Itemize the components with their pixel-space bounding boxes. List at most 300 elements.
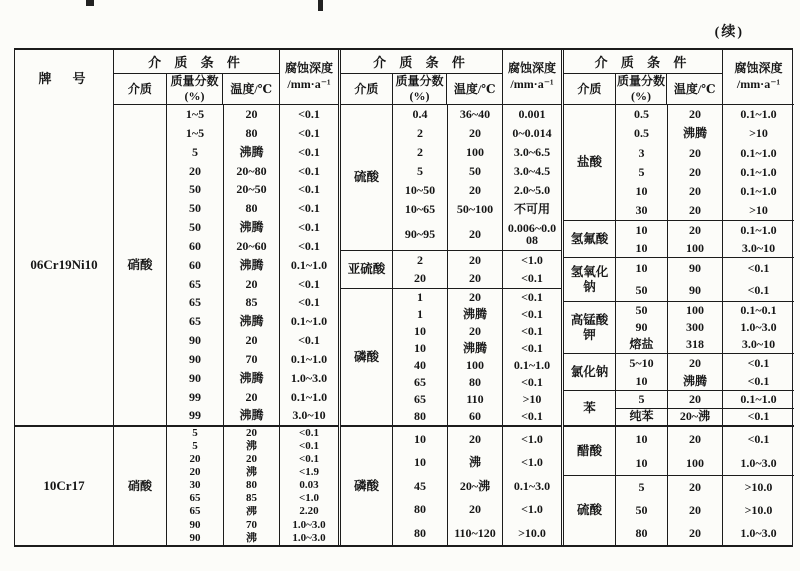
table-row xyxy=(616,143,794,162)
table-row xyxy=(167,466,338,479)
mass-fraction-cell: 纯苯 xyxy=(616,409,668,426)
block-rows xyxy=(616,391,794,425)
temperature-cell: 沸腾 xyxy=(224,312,280,331)
mass-fraction-cell: 30 xyxy=(616,201,668,220)
depth-cell: <0.1 xyxy=(298,333,320,348)
depth-cell: <0.1 xyxy=(298,163,320,178)
temperature-cell: 沸腾 xyxy=(224,369,280,388)
temperature-cell: 20~沸 xyxy=(668,409,723,426)
depth-cell: 2.20 xyxy=(299,505,319,518)
grade-column xyxy=(15,50,114,545)
medium-block xyxy=(341,288,561,425)
table-row xyxy=(616,499,794,522)
depth-cell: <0.1 xyxy=(298,107,320,122)
corrosion-depth-line2: /mm·a⁻¹ xyxy=(736,77,781,91)
temperature-cell: 20 xyxy=(448,323,503,340)
temperature-cell: 20 xyxy=(448,219,503,250)
temperature-cell: 80 xyxy=(448,374,503,391)
mass-fraction-cell: 0.5 xyxy=(616,105,668,124)
depth-cell: 0.001 xyxy=(518,107,546,122)
table-row xyxy=(167,256,338,275)
depth-cell: 不可用 xyxy=(513,201,550,216)
depth-cell: 0.1~0.1 xyxy=(740,303,777,318)
temperature-cell: 110 xyxy=(448,391,503,408)
grade-cell: 10Cr17 xyxy=(15,425,113,545)
depth-cell: <0.1 xyxy=(747,409,770,424)
depth-cell: <0.1 xyxy=(298,220,320,235)
depth-cell: >10.0 xyxy=(744,503,773,518)
temperature-cell: 80 xyxy=(224,199,280,218)
mass-fraction-cell: 90 xyxy=(167,350,224,369)
mass-fraction-cell: 3 xyxy=(616,143,668,162)
depth-cell: <0.1 xyxy=(521,409,543,424)
table-row xyxy=(167,312,338,331)
mass-fraction-cell: 45 xyxy=(393,474,448,498)
block-rows xyxy=(393,105,561,250)
depth-cell: <1.0 xyxy=(298,492,320,505)
temperature-cell: 沸腾 xyxy=(224,256,280,275)
table-row xyxy=(616,182,794,201)
temperature-cell: 沸腾 xyxy=(448,340,503,357)
temperature-cell: 20 xyxy=(448,181,503,200)
subheader-row xyxy=(114,74,279,104)
mass-fraction-cell: 5 xyxy=(167,440,224,453)
mass-fraction-cell: 5 xyxy=(616,476,668,499)
depth-cell: <0.1 xyxy=(298,182,320,197)
block-rows xyxy=(167,427,338,545)
medium-cell: 苯 xyxy=(564,391,616,425)
table-row xyxy=(616,427,794,451)
mass-fraction-cell: 80 xyxy=(393,521,448,545)
mass-fraction-cell: 10~65 xyxy=(393,200,448,219)
mass-fraction-cell: 熔盐 xyxy=(616,336,668,353)
temperature-cell: 90 xyxy=(668,280,723,302)
temperature-cell: 80 xyxy=(224,479,280,492)
table-row xyxy=(616,476,794,499)
depth-cell: <0.1 xyxy=(521,375,543,390)
temperature-cell: 20 xyxy=(668,522,723,545)
mass-fraction-header xyxy=(167,74,224,104)
depth-cell: 3.0~10 xyxy=(741,240,776,255)
depth-cell: 2.0~5.0 xyxy=(513,182,551,197)
medium-block xyxy=(341,105,561,250)
temperature-cell: 20 xyxy=(668,391,723,408)
depth-cell: 0.1~1.0 xyxy=(740,164,777,179)
mass-fraction-cell: 65 xyxy=(167,293,224,312)
mass-fraction-cell: 20 xyxy=(167,453,224,466)
mass-fraction-cell: 40 xyxy=(393,357,448,374)
temperature-cell: 20 xyxy=(668,105,723,124)
mass-fraction-cell: 50 xyxy=(616,499,668,522)
table-row xyxy=(167,218,338,237)
mass-fraction-cell: 50 xyxy=(167,180,224,199)
mass-fraction-cell: 10~50 xyxy=(393,181,448,200)
mass-fraction-cell: 65 xyxy=(167,274,224,293)
table-row xyxy=(616,302,794,319)
temperature-cell: 50~100 xyxy=(448,200,503,219)
corrosion-depth-header xyxy=(503,50,561,104)
mass-fraction-cell: 90 xyxy=(167,519,224,532)
block-rows xyxy=(393,289,561,425)
mass-fraction-cell: 0.5 xyxy=(616,124,668,143)
grade-cell: 06Cr19Ni10 xyxy=(30,257,98,272)
depth-cell: >10.0 xyxy=(518,525,546,540)
table-row xyxy=(393,408,561,425)
table-row xyxy=(393,219,561,250)
temperature-cell: 20 xyxy=(224,453,280,466)
media-section xyxy=(338,50,561,545)
continued-label: (续) xyxy=(714,25,744,40)
temperature-cell: 沸 xyxy=(224,532,280,545)
temperature-header xyxy=(223,74,279,104)
table-row xyxy=(167,143,338,162)
corrosion-depth-header xyxy=(723,50,794,104)
medium-conditions-header: 介 质 条 件 xyxy=(564,50,722,74)
mass-fraction-cell: 10 xyxy=(616,239,668,257)
depth-cell: 3.0~6.5 xyxy=(513,145,551,159)
table-row xyxy=(616,372,794,390)
section-body xyxy=(114,105,338,545)
mass-fraction-line1: 质量分数 xyxy=(617,74,666,88)
temperature-cell: 20 xyxy=(224,274,280,293)
mass-fraction-cell: 20 xyxy=(393,270,448,289)
depth-cell: <0.1 xyxy=(521,341,543,356)
mass-fraction-cell: 50 xyxy=(167,199,224,218)
medium-conditions-group xyxy=(341,50,503,104)
temperature-cell: 85 xyxy=(224,493,280,506)
depth-cell: <1.0 xyxy=(521,455,543,470)
temperature-cell: 318 xyxy=(668,336,723,353)
grade-header: 牌 号 xyxy=(38,71,90,86)
medium-block xyxy=(564,390,794,425)
depth-cell: >10 xyxy=(522,392,542,407)
medium-block xyxy=(564,105,794,220)
mass-fraction-line2: (%) xyxy=(184,89,205,103)
table-row xyxy=(616,391,794,408)
table-row xyxy=(393,143,561,162)
temperature-cell: 100 xyxy=(668,451,723,475)
corrosion-depth-line1: 腐蚀深度 xyxy=(734,61,783,76)
table-row xyxy=(616,105,794,124)
table-row xyxy=(616,239,794,257)
mass-fraction-cell: 90~95 xyxy=(393,219,448,250)
depth-cell: 1.0~3.0 xyxy=(292,531,326,544)
temperature-header xyxy=(447,74,502,104)
depth-cell: <0.1 xyxy=(298,427,320,439)
table-row xyxy=(167,427,338,440)
table-row xyxy=(167,369,338,388)
mass-fraction-cell: 10 xyxy=(616,221,668,239)
depth-cell: 0.1~3.0 xyxy=(513,478,551,493)
depth-cell: <0.1 xyxy=(747,431,770,446)
depth-cell: <0.1 xyxy=(298,201,320,216)
depth-cell: 0.03 xyxy=(299,479,319,492)
depth-cell: 1.0~3.0 xyxy=(740,320,777,335)
medium-cell: 磷酸 xyxy=(341,427,393,545)
mass-fraction-cell: 5 xyxy=(393,162,448,181)
table-row xyxy=(393,323,561,340)
depth-cell: 0.1~1.0 xyxy=(740,107,777,122)
depth-cell: 3.0~4.5 xyxy=(513,163,551,178)
corrosion-depth-line1: 腐蚀深度 xyxy=(284,61,333,76)
section-header xyxy=(564,50,794,105)
table-row xyxy=(616,354,794,372)
table-row xyxy=(393,451,561,475)
medium-cell: 亚硫酸 xyxy=(341,251,393,288)
medium-header-label: 介质 xyxy=(577,81,602,96)
mass-fraction-cell: 2 xyxy=(393,251,448,270)
subheader-row xyxy=(564,74,722,104)
medium-header-label: 介质 xyxy=(127,81,152,96)
table-row xyxy=(167,180,338,199)
mass-fraction-cell: 10 xyxy=(616,372,668,390)
medium-cell: 醋酸 xyxy=(564,427,616,475)
block-rows xyxy=(393,427,561,545)
table-row xyxy=(616,163,794,182)
temperature-cell: 20 xyxy=(668,182,723,201)
mass-fraction-cell: 90 xyxy=(167,532,224,545)
temperature-header xyxy=(667,74,722,104)
medium-cell: 氢氧化钠 xyxy=(564,258,616,301)
table-row xyxy=(616,408,794,426)
mass-fraction-line2: (%) xyxy=(409,89,430,103)
table-row xyxy=(167,350,338,369)
block-rows xyxy=(616,302,794,353)
mass-fraction-cell: 60 xyxy=(167,237,224,256)
depth-cell: <0.1 xyxy=(521,307,543,322)
depth-cell: 1.0~3.0 xyxy=(740,526,777,541)
temperature-cell: 沸 xyxy=(448,451,503,475)
depth-cell: <0.1 xyxy=(521,271,543,286)
table-row xyxy=(616,522,794,545)
temperature-cell: 100 xyxy=(448,357,503,374)
medium-block xyxy=(114,425,338,545)
depth-cell: <0.1 xyxy=(747,261,770,276)
medium-block xyxy=(341,250,561,288)
temperature-cell: 100 xyxy=(668,302,723,319)
temperature-cell: 100 xyxy=(668,239,723,257)
table-row xyxy=(167,237,338,256)
temperature-cell: 20 xyxy=(224,387,280,406)
temperature-cell: 20~80 xyxy=(224,161,280,180)
table-row xyxy=(393,181,561,200)
depth-cell: 0.1~1.0 xyxy=(290,389,328,404)
table-row xyxy=(616,201,794,220)
temperature-cell: 100 xyxy=(448,143,503,162)
section-body xyxy=(564,105,794,545)
temperature-cell: 沸腾 xyxy=(448,306,503,323)
depth-cell: <1.0 xyxy=(521,502,543,517)
temperature-cell: 110~120 xyxy=(448,521,503,545)
temperature-cell: 70 xyxy=(224,519,280,532)
table-row xyxy=(393,340,561,357)
depth-cell: <0.1 xyxy=(747,355,770,370)
medium-block xyxy=(564,425,794,475)
block-rows xyxy=(616,476,794,545)
table-row xyxy=(393,251,561,270)
mass-fraction-cell: 65 xyxy=(393,391,448,408)
mass-fraction-cell: 1~5 xyxy=(167,105,224,124)
medium-block xyxy=(114,105,338,425)
block-rows xyxy=(616,105,794,220)
medium-header xyxy=(114,74,167,104)
table-row xyxy=(167,519,338,532)
table-row xyxy=(167,124,338,143)
mass-fraction-line1: 质量分数 xyxy=(170,74,219,88)
depth-cell: 0.1~1.0 xyxy=(740,222,777,237)
corrosion-depth-line2: /mm·a⁻¹ xyxy=(287,77,331,91)
medium-conditions-group xyxy=(114,50,280,104)
medium-cell: 氯化钠 xyxy=(564,354,616,390)
corrosion-table xyxy=(14,48,793,547)
scan-artifact xyxy=(86,0,94,6)
depth-cell: 0.1~1.0 xyxy=(290,351,328,366)
mass-fraction-cell: 50 xyxy=(167,218,224,237)
media-section xyxy=(561,50,794,545)
depth-cell: <0.1 xyxy=(747,282,770,297)
depth-cell: >10 xyxy=(749,126,768,141)
mass-fraction-cell: 5 xyxy=(167,427,224,440)
media-section xyxy=(114,50,338,545)
mass-fraction-cell: 5 xyxy=(616,163,668,182)
depth-cell: <0.1 xyxy=(298,276,320,291)
temperature-cell: 沸 xyxy=(224,506,280,519)
table-row xyxy=(167,274,338,293)
mass-fraction-cell: 10 xyxy=(393,427,448,451)
mass-fraction-cell: 1 xyxy=(393,306,448,323)
mass-fraction-cell: 10 xyxy=(616,258,668,280)
mass-fraction-cell: 10 xyxy=(393,451,448,475)
temperature-cell: 20~60 xyxy=(224,237,280,256)
table-row xyxy=(393,162,561,181)
table-row xyxy=(393,391,561,408)
table-row xyxy=(393,289,561,306)
mass-fraction-cell: 10 xyxy=(616,427,668,451)
temperature-cell: 沸 xyxy=(224,440,280,453)
medium-header xyxy=(341,74,393,104)
medium-block xyxy=(564,301,794,353)
medium-header xyxy=(564,74,616,104)
mass-fraction-cell: 90 xyxy=(167,331,224,350)
temperature-cell: 20 xyxy=(668,221,723,239)
mass-fraction-cell: 5~10 xyxy=(616,354,668,372)
temperature-cell: 70 xyxy=(224,350,280,369)
temperature-cell: 沸 xyxy=(224,466,280,479)
block-rows xyxy=(167,105,338,425)
temperature-cell: 20 xyxy=(448,270,503,289)
table-row xyxy=(393,306,561,323)
temperature-cell: 20 xyxy=(448,289,503,306)
depth-cell: 1.0~3.0 xyxy=(740,455,777,470)
medium-header-label: 介质 xyxy=(354,81,379,96)
table-row xyxy=(393,474,561,498)
temperature-cell: 20 xyxy=(668,143,723,162)
table-row xyxy=(167,293,338,312)
table-row xyxy=(393,124,561,143)
table-row xyxy=(167,440,338,453)
temperature-cell: 85 xyxy=(224,293,280,312)
temperature-cell: 20 xyxy=(224,105,280,124)
table-row xyxy=(616,451,794,475)
block-rows xyxy=(616,258,794,301)
table-row xyxy=(167,331,338,350)
temperature-cell: 20 xyxy=(668,163,723,182)
temperature-cell: 90 xyxy=(668,258,723,280)
mass-fraction-cell: 2 xyxy=(393,124,448,143)
temperature-header-label: 温度/℃ xyxy=(673,81,716,96)
medium-cell: 硝酸 xyxy=(114,427,167,545)
medium-cell: 磷酸 xyxy=(341,289,393,425)
depth-cell: 0.1~1.0 xyxy=(290,314,328,329)
table-row xyxy=(616,319,794,336)
block-rows xyxy=(616,427,794,475)
mass-fraction-cell: 50 xyxy=(616,280,668,302)
depth-cell: >10 xyxy=(749,203,768,218)
table-row xyxy=(167,506,338,519)
mass-fraction-cell: 60 xyxy=(167,256,224,275)
mass-fraction-cell: 80 xyxy=(393,498,448,522)
temperature-cell: 沸腾 xyxy=(224,218,280,237)
mass-fraction-cell: 65 xyxy=(167,506,224,519)
temperature-cell: 20~沸 xyxy=(448,474,503,498)
temperature-cell: 沸腾 xyxy=(668,124,723,143)
table-row xyxy=(393,270,561,289)
medium-cell: 高锰酸钾 xyxy=(564,302,616,353)
medium-cell: 盐酸 xyxy=(564,105,616,220)
depth-cell: 0.1~1.0 xyxy=(740,183,777,198)
mass-fraction-cell: 80 xyxy=(616,522,668,545)
table-row xyxy=(393,427,561,451)
medium-conditions-header: 介 质 条 件 xyxy=(341,50,502,74)
temperature-cell: 300 xyxy=(668,319,723,336)
mass-fraction-cell: 50 xyxy=(616,302,668,319)
table-row xyxy=(616,221,794,239)
table-row xyxy=(167,532,338,545)
mass-fraction-cell: 65 xyxy=(393,374,448,391)
subheader-row xyxy=(341,74,502,104)
temperature-cell: 20 xyxy=(448,427,503,451)
block-rows xyxy=(616,354,794,390)
medium-cell: 氢氟酸 xyxy=(564,221,616,257)
depth-cell: 3.0~10 xyxy=(741,337,776,352)
table-row xyxy=(167,199,338,218)
mass-fraction-cell: 5 xyxy=(616,391,668,408)
mass-fraction-line1: 质量分数 xyxy=(395,74,444,88)
mass-fraction-cell: 20 xyxy=(167,466,224,479)
mass-fraction-cell: 2 xyxy=(393,143,448,162)
medium-block xyxy=(564,220,794,257)
depth-cell: <0.1 xyxy=(298,295,320,310)
depth-cell: <0.1 xyxy=(298,440,320,452)
table-row xyxy=(393,357,561,374)
table-row xyxy=(616,258,794,280)
temperature-cell: 36~40 xyxy=(448,105,503,124)
mass-fraction-cell: 10 xyxy=(393,340,448,357)
temperature-header-label: 温度/℃ xyxy=(230,81,273,96)
depth-cell: <0.1 xyxy=(521,324,543,339)
table-row xyxy=(393,105,561,124)
depth-cell: <0.1 xyxy=(521,290,543,305)
mass-fraction-cell: 1 xyxy=(393,289,448,306)
depth-cell: <1.0 xyxy=(521,431,543,446)
mass-fraction-cell: 99 xyxy=(167,387,224,406)
depth-cell: <0.1 xyxy=(298,125,320,140)
temperature-cell: 20 xyxy=(668,354,723,372)
mass-fraction-header xyxy=(616,74,668,104)
depth-cell: <1.0 xyxy=(521,252,543,267)
mass-fraction-cell: 90 xyxy=(616,319,668,336)
mass-fraction-cell: 99 xyxy=(167,406,224,425)
